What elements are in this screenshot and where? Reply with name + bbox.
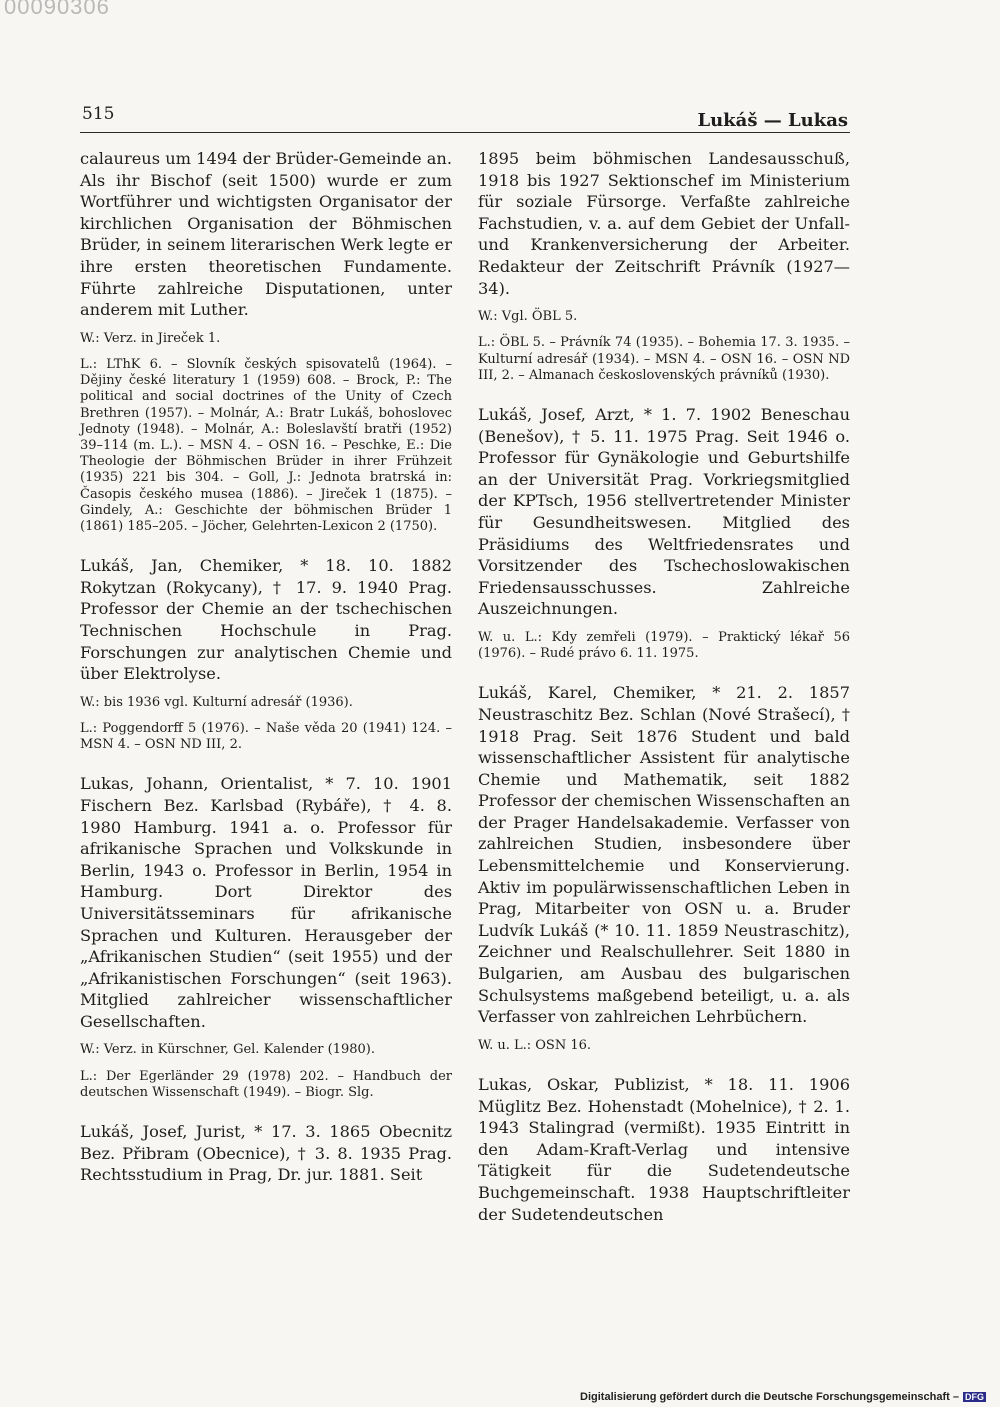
spacer	[478, 394, 850, 404]
entry-paragraph: Lukas, Oskar, Publizist, * 18. 11. 1906 Müglitz Bez. Hohenstadt (Mohelnice), † 2. 1. 1943 Stalingrad (vermißt). 1935 Eintritt in den Adam-Kraft-Verlag und intensive Tätigkeit für die Sudetendeutsche Buchgemeinschaft. 1938 Hauptschriftleiter der Sudetendeutschen	[478, 1075, 850, 1224]
footer-text: Digitalisierung gefördert durch die Deutsche Forschungsgemeinschaft –	[580, 1391, 959, 1403]
reference-paragraph: L.: Der Egerländer 29 (1978) 202. – Handbuch der deutschen Wissenschaft (1949). – Biogr. Slg.	[80, 1068, 452, 1100]
entry-paragraph: calaureus um 1494 der Brüder-Gemeinde an. Als ihr Bischof (seit 1500) wurde er zum Wortführer und wichtigsten Organisator der kirchlichen Organisation der Böhmischen Brüder, in seinem literarischen Werk legte er ihre ersten theoretischen Fundamente. Führte zahlreiche Disputationen, unter anderem mit Luther.	[80, 149, 452, 320]
reference-paragraph: L.: ÖBL 5. – Právník 74 (1935). – Bohemia 17. 3. 1935. – Kulturní adresář (1934). – MSN 4. – OSN 16. – OSN ND III, 2. – Almanach československých právníků (1930).	[478, 335, 850, 383]
reference-paragraph: W.: Verz. in Jireček 1.	[80, 330, 221, 346]
reference-paragraph: W. u. L.: OSN 16.	[478, 1037, 592, 1053]
spacer	[80, 545, 452, 555]
spacer	[80, 763, 452, 773]
entry-paragraph: Lukáš, Josef, Jurist, * 17. 3. 1865 Obecnitz Bez. Přibram (Obecnice), † 3. 8. 1935 Prag. Rechtsstudium in Prag, Dr. jur. 1881. Seit	[80, 1122, 452, 1185]
spacer	[478, 672, 850, 682]
reference-paragraph: W. u. L.: Kdy zemřeli (1979). – Praktický lékař 56 (1976). – Rudé právo 6. 11. 1975.	[478, 629, 850, 662]
reference-paragraph: W.: Vgl. ÖBL 5.	[478, 309, 578, 325]
reference-paragraph: W.: bis 1936 vgl. Kulturní adresář (1936).	[80, 694, 353, 710]
scan-id: 00090306	[4, 0, 110, 19]
footer	[580, 1391, 986, 1403]
spacer	[478, 1064, 850, 1074]
spacer	[80, 1111, 452, 1121]
page-number: 515	[82, 104, 115, 124]
entry-paragraph: 1895 beim böhmischen Landesausschuß, 1918 bis 1927 Sektionschef im Ministerium für soziale Fürsorge. Verfaßte zahlreiche Fachstudien, v. a. auf dem Gebiet der Unfall- und Krankenversicherung der Arbeiter. Redakteur der Zeitschrift Právník (1927—34).	[478, 149, 850, 298]
right-column	[478, 148, 850, 1235]
reference-paragraph: L.: Poggendorff 5 (1976). – Naše věda 20 (1941) 124. – MSN 4. – OSN ND III, 2.	[80, 720, 452, 753]
left-column	[80, 148, 452, 1196]
entry-paragraph: Lukáš, Karel, Chemiker, * 21. 2. 1857 Neustraschitz Bez. Schlan (Nové Strašecí), † 1918 Prag. Seit 1876 Student und bald wissenschaftlicher Assistent für analytische Chemie und Mathematik, seit 1882 Professor der chemischen Wissenschaften an der Prager Handelsakademie. Verfasser von zahlreichen Studien, insbesondere über Lebensmittelchemie und Konservierung. Aktiv im populärwissenschaftlichen Leben in Prag, Mitarbeiter von OSN u. a. Bruder Ludvík Lukáš (* 10. 11. 1859 Neustraschitz), Zeichner und Realschullehrer. Seit 1880 in Bulgarien, am Ausbau des bulgarischen Schulsystems maßgebend beteiligt, u. a. als Verfasser von zahlreichen Lehrbüchern.	[478, 683, 850, 1027]
entry-paragraph: Lukáš, Jan, Chemiker, * 18. 10. 1882 Rokytzan (Rokycany), † 17. 9. 1940 Prag. Professor der Chemie an der tschechischen Technischen Hochschule in Prag. Forschungen zur analytischen Chemie und über Elektrolyse.	[80, 556, 452, 684]
entry-paragraph: Lukas, Johann, Orientalist, * 7. 10. 1901 Fischern Bez. Karlsbad (Rybáře), † 4. 8. 1980 Hamburg. 1941 a. o. Professor für afrikanische Sprachen und Volkskunde in Berlin, 1943 o. Professor in Berlin, 1954 in Hamburg. Dort Direktor des Universitätsseminars für afrikanische Sprachen und Kulturen. Herausgeber der „Afrikanischen Studien“ (seit 1955) und der „Afrikanistischen Forschungen“ (seit 1963). Mitglied zahlreicher wissenschaftlicher Gesellschaften.	[80, 774, 452, 1031]
running-head: Lukáš — Lukas	[697, 110, 848, 131]
header-rule	[80, 132, 850, 133]
dfg-logo: DFG	[965, 1392, 984, 1402]
entry-paragraph: Lukáš, Josef, Arzt, * 1. 7. 1902 Beneschau (Benešov), † 5. 11. 1975 Prag. Seit 1946 o. Professor für Gynäkologie und Geburtshilfe an der Universität Prag. Vorkriegsmitglied der KPTsch, 1956 stellvertretender Minister für Gesundheitswesen. Mitglied des Präsidiums des Weltfriedensrates und Vorsitzender des Tschechoslowakischen Friedensausschusses. Zahlreiche Auszeichnungen.	[478, 404, 850, 619]
reference-paragraph: W.: Verz. in Kürschner, Gel. Kalender (1980).	[80, 1042, 375, 1058]
reference-paragraph: L.: LThK 6. – Slovník českých spisovatelů (1964). – Dějiny české literatury 1 (1959) 608. – Brock, P.: The political and social doctrines of the Unity of Czech Brethren (1957). – Molnár, A.: Bratr Lukáš, bohoslovec Jednoty (1948). – Molnár, A.: Boleslavští bratři (1952) 39–114 (m. L.). – MSN 4. – OSN 16. – Peschke, E.: Die Theologie der Böhmischen Brüder in ihrer Frühzeit (1935) 221 bis 304. – Goll, J.: Jednota bratrská in: Časopis českého musea (1886). – Jireček 1 (1875). – Gindely, A.: Geschichte der böhmischen Brüder 1 (1861) 185–205. – Jöcher, Gelehrten-Lexicon 2 (1750).	[80, 356, 452, 534]
